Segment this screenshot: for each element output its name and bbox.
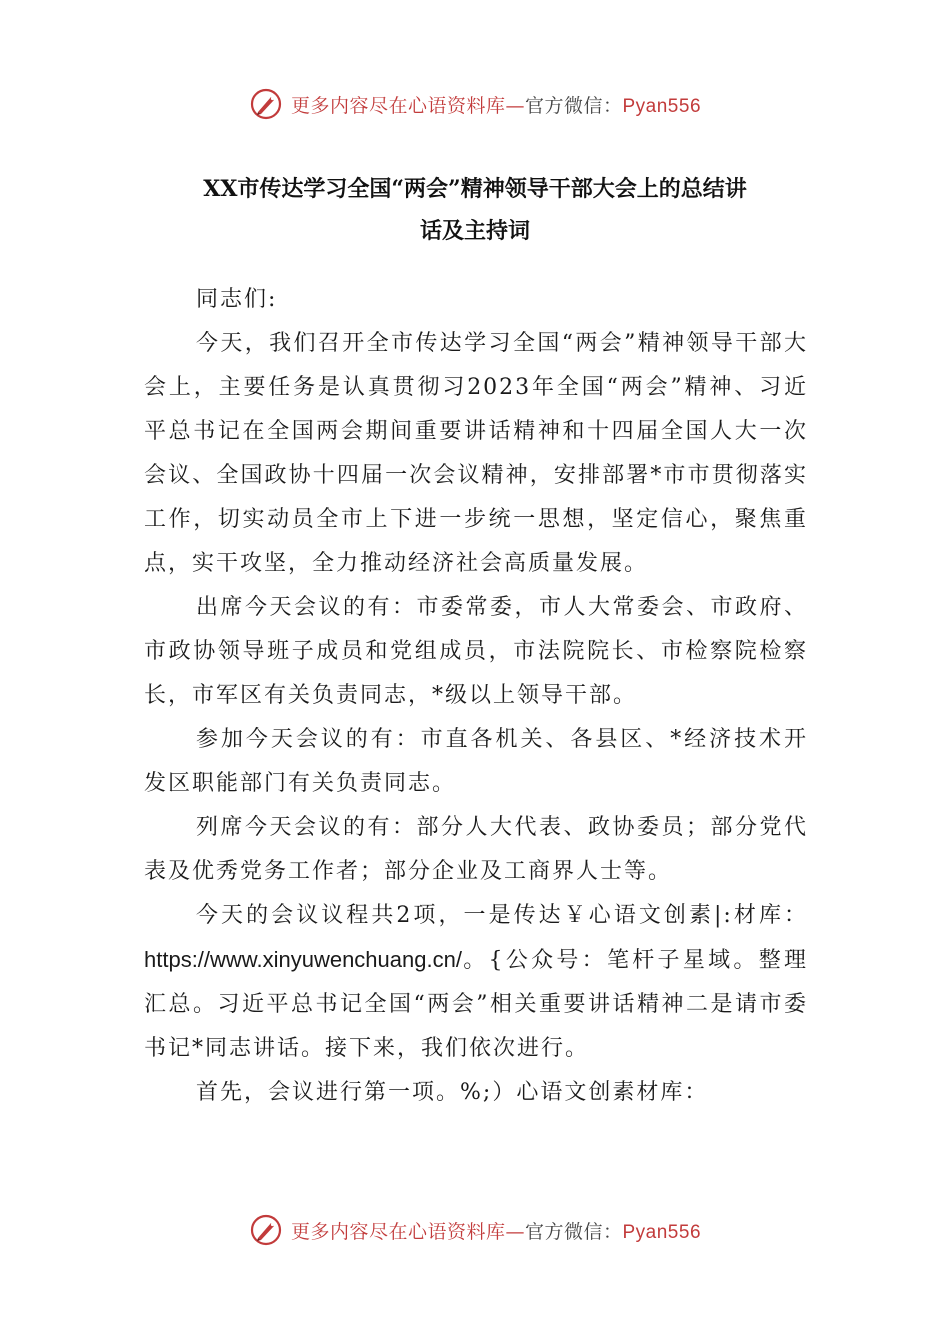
paragraph-agenda [144,894,808,1071]
title-line-1: XX市传达学习全国“两会”精神领导干部大会上的总结讲 [203,176,747,202]
paragraph-intro: 今天，我们召开全市传达学习全国“两会”精神领导干部大会上，主要任务是认真贯彻习2023年全国“两会”精神、习近平总书记在全国两会期间重要讲话精神和十四届全国人大一次会议、全国政协十四届一次会议精神，安排部署*市市贯彻落实工作，切实动员全市上下进一步统一思想，坚定信心，聚焦重点，实干攻坚，全力推动经济社会高质量发展。 [144,331,808,576]
pen-logo-icon [249,1213,283,1247]
footer-watermark [0,1210,950,1250]
watermark-brand: 更多内容尽在心语资料库 [290,1220,506,1243]
watermark-wechat-id: Pyan556 [622,1221,702,1243]
header-watermark [0,84,950,124]
paragraph-observers: 列席今天会议的有：部分人大代表、政协委员；部分党代表及优秀党务工作者；部分企业及工商界人士等。 [144,815,808,884]
paragraph-first-item: 首先，会议进行第一项。%;）心语文创素材库： [196,1080,709,1105]
document-title [140,168,810,252]
watermark-separator: — [505,94,525,117]
watermark-text [291,1217,701,1244]
watermark-text [291,91,701,118]
greeting: 同志们: [196,287,278,312]
paragraph-participants: 参加今天会议的有：市直各机关、各县区、*经济技术开发区职能部门有关负责同志。 [144,727,808,796]
watermark-wechat-label: 官方微信： [524,1220,623,1243]
title-line-2: 话及主持词 [419,218,530,244]
agenda-text-start: 今天的会议议程共2项，一是传达￥心语文创素|:材库： [196,903,808,928]
watermark-brand: 更多内容尽在心语资料库 [290,94,506,117]
watermark-wechat-id: Pyan556 [622,95,702,117]
pen-logo-icon [249,87,283,121]
document-body [144,278,808,1115]
watermark-wechat-label: 官方微信： [524,94,623,117]
agenda-text-end: 。{公众号：笔杆子星域。整理汇总。习近平总书记全国“两会”相关重要讲话精神二是请市委书记*同志讲话。接下来，我们依次进行。 [144,948,808,1061]
source-url-link[interactable]: https://www.xinyuwenchuang.cn/ [144,947,462,972]
watermark-separator: — [505,1220,525,1243]
paragraph-attendees: 出席今天会议的有：市委常委，市人大常委会、市政府、市政协领导班子成员和党组成员，市法院院长、市检察院检察长，市军区有关负责同志，*级以上领导干部。 [144,595,808,708]
